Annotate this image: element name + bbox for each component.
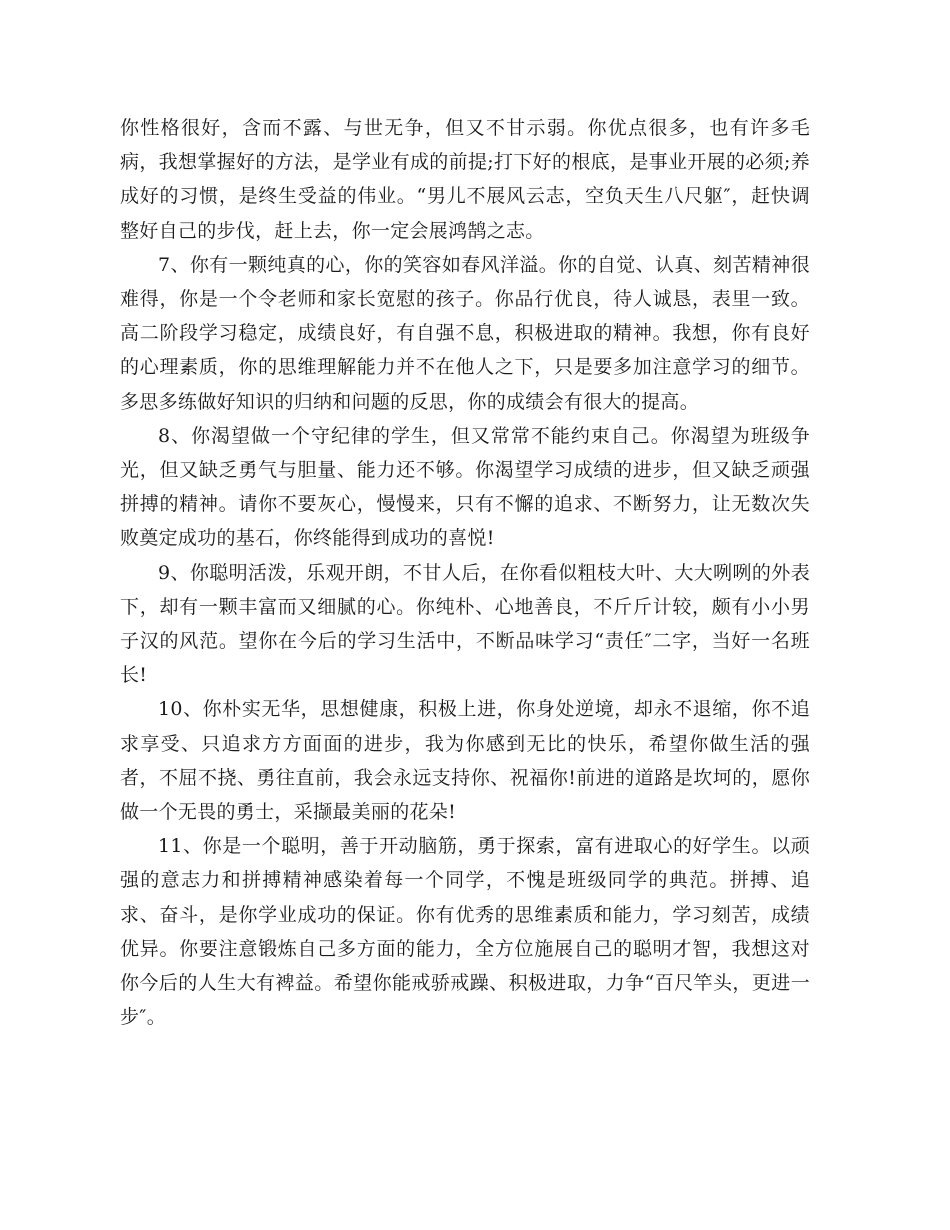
paragraph-comment-9: 9、你聪明活泼，乐观开朗，不甘人后，在你看似粗枝大叶、大大咧咧的外表下，却有一颗丰富而又细腻的心。你纯朴、心地善良，不斤斤计较，颇有小小男子汉的风范。望你在今后的学习生活中，不断品味学习“责任″二字，当好一名班长!	[120, 561, 810, 687]
paragraph-comment-7: 7、你有一颗纯真的心，你的笑容如春风洋溢。你的自觉、认真、刻苦精神很难得，你是一个令老师和家长宽慰的孩子。你品行优良，待人诚恳，表里一致。高二阶段学习稳定，成绩良好，有自强不息，积极进取的精神。我想，你有良好的心理素质，你的思维理解能力并不在他人之下，只是要多加注意学习的细节。多思多练做好知识的归纳和问题的反思，你的成绩会有很大的提高。	[120, 253, 810, 413]
paragraph-comment-10: 10、你朴实无华，思想健康，积极上进，你身处逆境，却永不退缩，你不追求享受、只追求方方面面的进步，我为你感到无比的快乐，希望你做生活的强者，不屈不挠、勇往直前，我会永远支持你、祝福你!前进的道路是坎坷的，愿你做一个无畏的勇士，采撷最美丽的花朵!	[120, 698, 810, 824]
paragraph-intro: 你性格很好，含而不露、与世无争，但又不甘示弱。你优点很多，也有许多毛病，我想掌握好的方法，是学业有成的前提;打下好的根底，是事业开展的必须;养成好的习惯，是终生受益的伟业。“男儿不展风云志，空负天生八尺躯″，赶快调整好自己的步伐，赶上去，你一定会展鸿鹄之志。	[120, 117, 810, 242]
document-body	[120, 111, 810, 1034]
paragraph-comment-8: 8、你渴望做一个守纪律的学生，但又常常不能约束自己。你渴望为班级争光，但又缺乏勇气与胆量、能力还不够。你渴望学习成绩的进步，但又缺乏顽强拼搏的精神。请你不要灰心，慢慢来，只有不懈的追求、不断努力，让无数次失败奠定成功的基石，你终能得到成功的喜悦!	[120, 424, 810, 550]
paragraph-comment-11: 11、你是一个聪明，善于开动脑筋，勇于探索，富有进取心的好学生。以顽强的意志力和拼搏精神感染着每一个同学，不愧是班级同学的典范。拼搏、追求、奋斗，是你学业成功的保证。你有优秀的思维素质和能力，学习刻苦，成绩优异。你要注意锻炼自己多方面的能力，全方位施展自己的聪明才智，我想这对你今后的人生大有裨益。希望你能戒骄戒躁、积极进取，力争“百尺竿头，更进一步″。	[120, 835, 810, 1029]
